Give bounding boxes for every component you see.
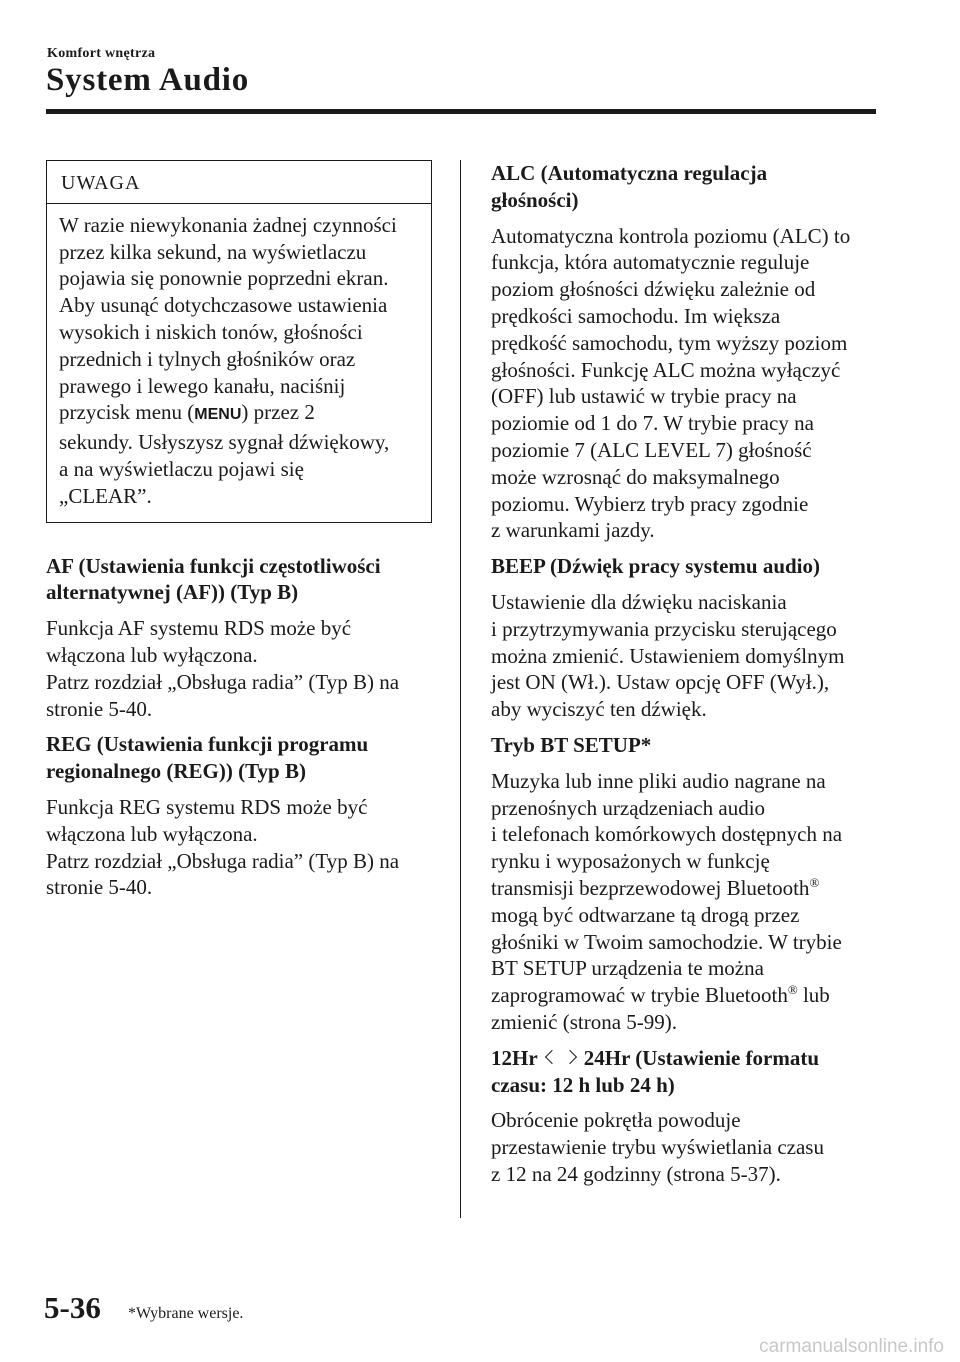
beep-heading: BEEP (Dźwięk pracy systemu audio) — [491, 554, 821, 579]
note-box — [46, 160, 432, 523]
bt-text-part-2: mogą być odtwarzane tą drogą przez głośniki w Twoim samochodzie. W trybie BT SETUP urządzenia te można zaprogramować w trybie Bluetooth — [491, 902, 842, 1008]
registered-mark: ® — [787, 982, 798, 998]
footnote: *Wybrane wersje. — [128, 1305, 244, 1322]
time-format-subtitle: czasu: 12 h lub 24 h) — [491, 1072, 675, 1097]
section-label: Komfort wnętrza — [47, 46, 156, 61]
page-number: 5-36 — [44, 1290, 101, 1325]
chevron-left-icon — [544, 1050, 558, 1064]
alc-text: Automatyczna kontrola poziomu (ALC) to funkcja, która automatycznie reguluje poziom głośności dźwięku zależnie od prędkości samochodu. Im większa prędkość samochodu, tym wyższy poziom głośności. Funkcję ALC można wyłączyć (OFF) lub ustawić w trybie pracy na poziomie od 1 do 7. W trybie pracy na poziomie 7 (ALC LEVEL 7) głośność może wzrosnąć do maksymalnego poziomu. Wybierz tryb pracy zgodnie z warunkami jazdy. — [491, 223, 851, 543]
menu-key-label: MENU — [194, 406, 242, 424]
alc-heading: ALC (Automatyczna regulacja głośności) — [491, 161, 768, 212]
right-column — [491, 160, 876, 1197]
note-body — [47, 204, 431, 522]
bt-text-part-3: lub zmienić (strona 5-99). — [491, 983, 830, 1034]
time-format-24hr: 24Hr (Ustawienie formatu — [583, 1045, 820, 1070]
bt-text — [491, 768, 876, 1036]
bt-heading: Tryb BT SETUP* — [491, 732, 652, 757]
page-title: System Audio — [46, 62, 250, 98]
reg-heading: REG (Ustawienia funkcji programu regionalnego (REG)) (Typ B) — [46, 732, 369, 784]
af-heading: AF (Ustawienia funkcji częstotliwości alternatywnej (AF)) (Typ B) — [46, 553, 381, 605]
note-title: UWAGA — [47, 161, 431, 204]
bt-text-part-1: Muzyka lub inne pliki audio nagrane na przenośnych urządzeniach audio i telefonach komórkowych dostępnych na rynku i wyposażonych w funkcję transmisji bezprzewodowej Bluetooth — [491, 768, 843, 900]
af-text: Funkcja AF systemu RDS może być włączona lub wyłączona. Patrz rozdział „Obsługa radia” (Typ B) na stronie 5-40. — [46, 616, 400, 721]
reg-text: Funkcja REG systemu RDS może być włączona lub wyłączona. Patrz rozdział „Obsługa radia” (Typ B) na stronie 5-40. — [46, 794, 400, 900]
header-rule — [46, 109, 876, 114]
chevron-right-icon — [562, 1050, 576, 1064]
column-divider — [460, 160, 461, 1218]
time-format-text: Obrócenie pokrętła powoduje przestawienie trybu wyświetlania czasu z 12 na 24 godzinny (strona 5-37). — [491, 1108, 824, 1186]
left-column — [46, 160, 432, 910]
registered-mark: ® — [809, 874, 820, 890]
time-format-heading — [491, 1045, 876, 1099]
note-text-before: W razie niewykonania żadnej czynności przez kilka sekund, na wyświetlaczu pojawia się ponownie poprzedni ekran. Aby usunąć dotychczasowe ustawienia wysokich i niskich tonów, głośności przednich i tylnych głośników oraz prawego i lewego kanału, naciśnij przycisk menu ( — [59, 212, 397, 425]
note-text-after: ) przez 2 sekundy. Usłyszysz sygnał dźwiękowy, a na wyświetlaczu pojawi się „CLEAR”. — [59, 400, 390, 508]
watermark: carmanualsonline.info — [759, 1336, 944, 1357]
time-format-12hr: 12Hr — [491, 1045, 538, 1070]
beep-text: Ustawienie dla dźwięku naciskania i przytrzymywania przycisku sterującego można zmienić. Ustawieniem domyślnym jest ON (Wł.). Ustaw opcję OFF (Wył.), aby wyciszyć ten dźwięk. — [491, 589, 845, 722]
